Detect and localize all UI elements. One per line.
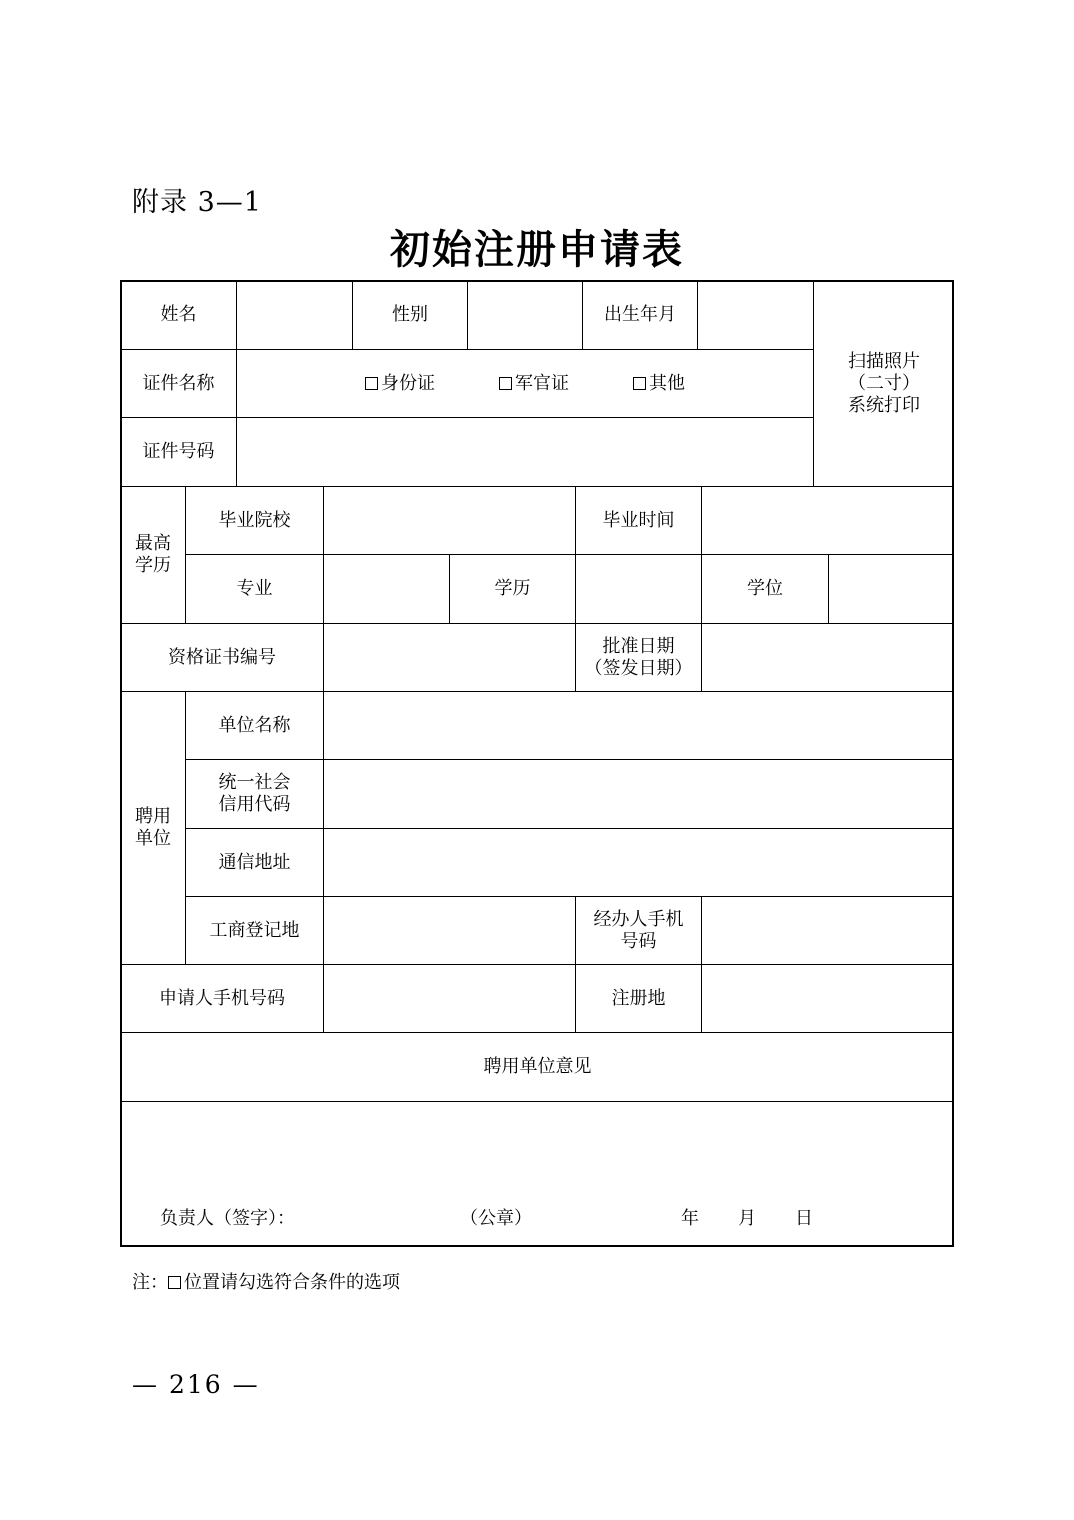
month-label: 月	[738, 1208, 756, 1229]
approve-date-field[interactable]	[701, 623, 954, 691]
handler-phone-field[interactable]	[701, 896, 954, 964]
education-group-label: 最高 学历	[120, 486, 185, 623]
reg-place-label: 注册地	[575, 964, 701, 1032]
degree-field[interactable]	[828, 554, 954, 623]
checkbox-icon	[365, 377, 378, 390]
cert-no-label: 资格证书编号	[120, 623, 323, 691]
name-field[interactable]	[236, 280, 352, 349]
major-label: 专业	[185, 554, 323, 623]
id-number-label: 证件号码	[120, 417, 236, 486]
reg-place-field[interactable]	[701, 964, 954, 1032]
grad-time-field[interactable]	[701, 486, 954, 554]
checkbox-icon	[168, 1276, 181, 1289]
degree-level-label: 学历	[449, 554, 575, 623]
checkbox-icon	[499, 377, 512, 390]
address-label: 通信地址	[185, 828, 323, 896]
biz-reg-label: 工商登记地	[185, 896, 323, 964]
day-label: 日	[795, 1208, 813, 1229]
gender-field[interactable]	[467, 280, 582, 349]
signer-label: 负责人（签字）：	[160, 1208, 295, 1229]
birth-label: 出生年月	[582, 280, 697, 349]
biz-reg-field[interactable]	[323, 896, 575, 964]
school-field[interactable]	[323, 486, 575, 554]
school-label: 毕业院校	[185, 486, 323, 554]
birth-field[interactable]	[697, 280, 813, 349]
photo-line-2: （二寸）	[848, 372, 920, 394]
major-field[interactable]	[323, 554, 449, 623]
year-label: 年	[681, 1208, 699, 1229]
option-officer-card[interactable]: 军官证	[499, 373, 569, 395]
photo-line-3: 系统打印	[848, 394, 920, 416]
address-field[interactable]	[323, 828, 954, 896]
degree-label: 学位	[701, 554, 828, 623]
unit-name-field[interactable]	[323, 691, 954, 759]
applicant-phone-field[interactable]	[323, 964, 575, 1032]
unit-name-label: 单位名称	[185, 691, 323, 759]
opinion-label: 聘用单位意见	[120, 1032, 954, 1101]
name-label: 姓名	[120, 280, 236, 349]
seal-label: （公章）	[460, 1208, 532, 1229]
grad-time-label: 毕业时间	[575, 486, 701, 554]
approve-date-label: 批准日期 （签发日期）	[575, 623, 701, 691]
option-id-card[interactable]: 身份证	[365, 373, 435, 395]
form-title: 初始注册申请表	[390, 226, 684, 273]
appendix-label: 附录 3—1	[132, 187, 262, 218]
checkbox-icon	[633, 377, 646, 390]
footnote: 注： 位置请勾选符合条件的选项	[132, 1272, 400, 1293]
credit-code-field[interactable]	[323, 759, 954, 828]
id-type-options	[236, 349, 813, 417]
employer-group-label: 聘用 单位	[120, 691, 185, 964]
degree-level-field[interactable]	[575, 554, 701, 623]
option-other[interactable]: 其他	[633, 373, 685, 395]
photo-area	[813, 280, 954, 486]
gender-label: 性别	[352, 280, 467, 349]
photo-line-1: 扫描照片	[848, 350, 920, 372]
id-number-field[interactable]	[236, 417, 813, 486]
credit-code-label: 统一社会 信用代码	[185, 759, 323, 828]
page-number: — 216 —	[132, 1370, 260, 1399]
id-type-label: 证件名称	[120, 349, 236, 417]
cert-no-field[interactable]	[323, 623, 575, 691]
applicant-phone-label: 申请人手机号码	[120, 964, 323, 1032]
handler-phone-label: 经办人手机 号码	[575, 896, 701, 964]
